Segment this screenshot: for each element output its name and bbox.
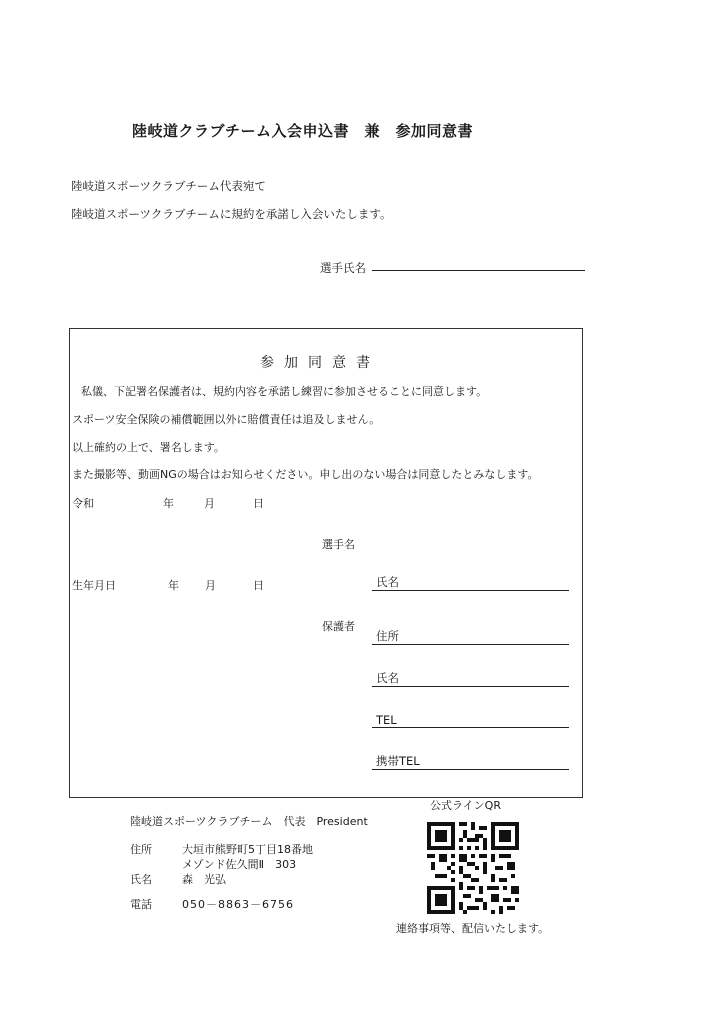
date-era: 令和: [72, 497, 94, 510]
guardian-address-label: 住所: [376, 629, 399, 643]
consent-line-2: スポーツ安全保険の補償範囲以外に賠償責任は追及しません。: [72, 413, 381, 426]
org-name: 陸岐道スポーツクラブチーム 代表 President: [130, 815, 368, 828]
consent-line-4: また撮影等、動画NGの場合はお知らせください。申し出のない場合は同意したとみなします。: [72, 468, 539, 481]
phone-label: 電話: [130, 898, 152, 911]
addressee: 陸岐道スポーツクラブチーム代表宛て: [71, 179, 266, 193]
player-name-field[interactable]: [372, 574, 569, 591]
player-name-line[interactable]: [372, 270, 585, 271]
rep-name-value: 森 光弘: [182, 873, 226, 886]
consent-line-1: 私儀、下記署名保護者は、規約内容を承諾し練習に参加させることに同意します。: [81, 385, 488, 398]
guardian-label: 保護者: [322, 620, 355, 633]
membership-statement: 陸岐道スポーツクラブチームに規約を承諾し入会いたします。: [71, 207, 392, 221]
date-year: 年: [163, 497, 174, 510]
birth-month: 月: [205, 579, 216, 592]
date-month: 月: [204, 497, 215, 510]
address-line-2: メゾンド佐久間Ⅱ 303: [182, 858, 297, 871]
player-name-field-label: 氏名: [376, 575, 399, 589]
qr-caption: 連絡事項等、配信いたします。: [396, 922, 550, 935]
document-title: 陸岐道クラブチーム入会申込書 兼 参加同意書: [132, 122, 474, 140]
date-day: 日: [253, 497, 264, 510]
player-label: 選手名: [322, 538, 355, 551]
birthdate-label: 生年月日: [72, 579, 116, 592]
address-label: 住所: [130, 843, 152, 856]
birth-day: 日: [253, 579, 264, 592]
consent-line-3: 以上確約の上で、署名します。: [72, 441, 225, 454]
tel-label: TEL: [376, 713, 397, 727]
address-line-1: 大垣市熊野町5丁目18番地: [182, 843, 313, 856]
tel-field[interactable]: [372, 711, 569, 728]
guardian-name-label: 氏名: [376, 671, 399, 685]
mobile-tel-label: 携帯TEL: [376, 754, 420, 768]
mobile-tel-field[interactable]: [372, 753, 569, 770]
guardian-address-field[interactable]: [372, 628, 569, 645]
phone-value: 050－8863－6756: [182, 898, 294, 911]
guardian-name-field[interactable]: [372, 670, 569, 687]
rep-name-label: 氏名: [130, 873, 152, 886]
birth-year: 年: [168, 579, 179, 592]
qr-label: 公式ラインQR: [430, 799, 501, 812]
qr-code-icon[interactable]: [427, 822, 519, 914]
player-name-label: 選手氏名: [320, 261, 366, 275]
consent-title: 参加同意書: [260, 355, 380, 371]
